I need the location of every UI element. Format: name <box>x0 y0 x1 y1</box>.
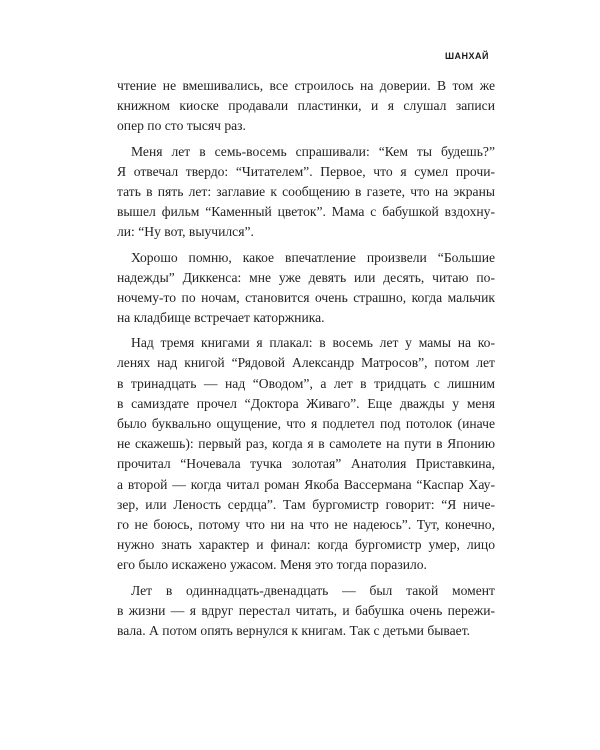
body-text <box>117 76 495 641</box>
text-line: Лет в одиннадцать-двенадцать — был такой момент <box>131 582 495 598</box>
text-line: книжном киоске продавали пластинки, и я слушал записи <box>117 98 495 114</box>
text-line: а второй — когда читал роман Якоба Вассермана “Каспар Хау- <box>117 476 495 492</box>
paragraph <box>117 76 495 137</box>
text-line: было буквально ощущение, что я подлетел под потолок (иначе <box>117 416 495 431</box>
text-line: нужно знать характер и финал: когда бургомистр умер, лицо <box>117 537 495 553</box>
text-line: в самиздате прочел “Доктора Живаго”. Еще дважды у меня <box>117 395 495 411</box>
text-line: опер по сто тысяч раз. <box>117 118 246 134</box>
paragraph <box>117 142 495 243</box>
text-line: чтение не вмешивались, все строилось на доверии. В том же <box>117 78 495 93</box>
paragraph <box>117 333 495 575</box>
text-line: Я отвечал твердо: “Читателем”. Первое, что я сумел прочи- <box>117 163 495 179</box>
running-head: ШАНХАЙ <box>444 51 489 61</box>
text-line: на кладбище встречает каторжника. <box>117 310 325 326</box>
paragraph <box>117 581 495 642</box>
text-line: Хорошо помню, какое впечатление произвели “Большие <box>131 249 495 265</box>
text-line: в жизни — я вдруг перестал читать, и бабушка очень пережи- <box>117 602 495 618</box>
text-line: не скажешь): первый раз, когда я в самолете на пути в Японию <box>117 436 495 452</box>
text-line: его было искажено ужасом. Меня это тогда поразило. <box>117 557 427 573</box>
paragraph <box>117 248 495 329</box>
text-line: тать в пять лет: заглавие к сообщению в газете, что на экраны <box>117 183 495 199</box>
text-line: ли: “Ну вот, выучился”. <box>117 224 254 240</box>
text-line: в тринадцать — над “Оводом”, а лет в тридцать с лишним <box>117 375 495 391</box>
text-line: го не боюсь, потому что ни на что не надеюсь”. Тут, конечно, <box>117 516 495 532</box>
text-line: надежды” Диккенса: мне уже девять или десять, читаю по- <box>117 269 495 285</box>
text-line: зер, или Леность сердца”. Там бургомистр говорит: “Я ниче- <box>117 496 495 512</box>
text-line: вышел фильм “Каменный цветок”. Мама с бабушкой вздохну- <box>117 204 495 220</box>
text-line: Меня лет в семь-восемь спрашивали: “Кем ты будешь?” <box>131 143 495 159</box>
text-line: вала. А потом опять вернулся к книгам. Так с детьми бывает. <box>117 622 471 638</box>
text-line: Над тремя книгами я плакал: в восемь лет у мамы на ко- <box>131 335 495 351</box>
text-line: ленях над книгой “Рядовой Александр Матросов”, потом лет <box>117 355 495 371</box>
text-line: прочитал “Ночевала тучка золотая” Анатолия Приставкина, <box>117 456 495 472</box>
text-line: ночему-то по ночам, становится очень страшно, когда мальчик <box>117 289 495 305</box>
